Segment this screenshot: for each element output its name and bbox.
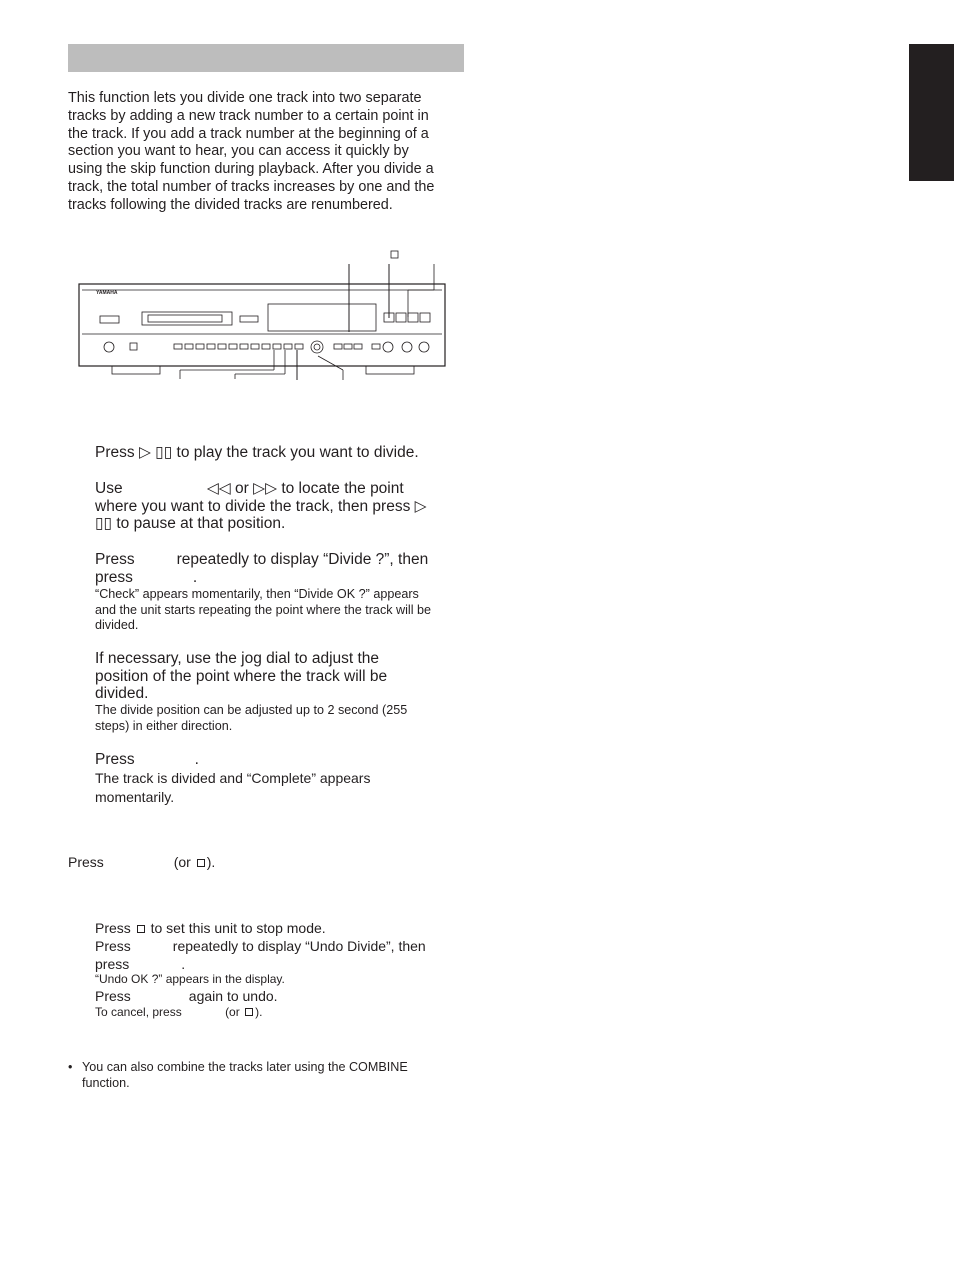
step-2: Use ◁◁ or ▷▷ to locate the point where you want to divide the track, then press ▷ ▯▯ to pause at that position.: [95, 480, 427, 533]
intro-line: track, the total number of tracks increases by one and the: [68, 178, 435, 195]
bullet-icon: •: [68, 1060, 73, 1074]
play-icon: ▷: [414, 497, 427, 515]
fast-forward-icon: ▷▷: [253, 480, 277, 497]
undo-step-1: Press to set this unit to stop mode.: [95, 920, 326, 936]
front-panel-drawing: [64, 246, 456, 392]
step-5-note: The track is divided and “Complete” appears momentarily.: [95, 770, 371, 805]
step-3-note: “Check” appears momentarily, then “Divide OK ?” appears and the unit starts repeating the point where the track will be divided.: [95, 587, 432, 633]
undo-step-3: Press again to undo.: [95, 988, 278, 1004]
intro-line: This function lets you divide one track into two separate: [68, 90, 422, 106]
rewind-icon: ◁◁: [206, 480, 231, 497]
undo-step-2: Press repeatedly to display “Undo Divide”, then press .: [95, 938, 426, 972]
note-bullet: • You can also combine the tracks later using the COMBINE function.: [68, 1060, 408, 1090]
front-panel-illustration: [64, 246, 456, 392]
play-icon: ▷: [138, 444, 151, 461]
intro-line: tracks by adding a new track number to a certain point in: [68, 107, 429, 124]
intro-line: the track. If you add a track number at the beginning of a: [68, 125, 429, 142]
section-header-bar: [68, 44, 464, 72]
step-5: Press .: [95, 751, 199, 768]
stop-icon: [245, 1008, 253, 1016]
intro-line: using the skip function during playback. After you divide a: [68, 161, 434, 178]
intro-line: section you want to hear, you can access it quickly by: [68, 143, 409, 160]
undo-step-2-note: “Undo OK ?” appears in the display.: [95, 972, 285, 986]
stop-icon: [137, 925, 145, 933]
undo-step-3-note: To cancel, press (or ).: [95, 1005, 263, 1019]
intro-line: tracks following the divided tracks are renumbered.: [68, 196, 393, 213]
step-3: Press repeatedly to display “Divide ?”, then press .: [95, 551, 429, 586]
cancel-line: Press (or ).: [68, 854, 216, 870]
step-4-note: The divide position can be adjusted up to 2 second (255 steps) in either direction.: [95, 703, 408, 733]
step-4: If necessary, use the jog dial to adjust the position of the point where the track will be divided.: [95, 650, 388, 703]
pause-icon: ▯▯: [95, 515, 113, 533]
brand-logo: YAMAHA: [96, 290, 118, 296]
intro-paragraph: [68, 90, 468, 215]
pause-icon: ▯▯: [155, 444, 173, 461]
language-side-tab: [909, 44, 954, 181]
step-1: Press ▷ ▯▯ to play the track you want to divide.: [95, 444, 419, 461]
stop-icon: [197, 859, 205, 867]
stop-symbol-icon: [391, 251, 398, 258]
